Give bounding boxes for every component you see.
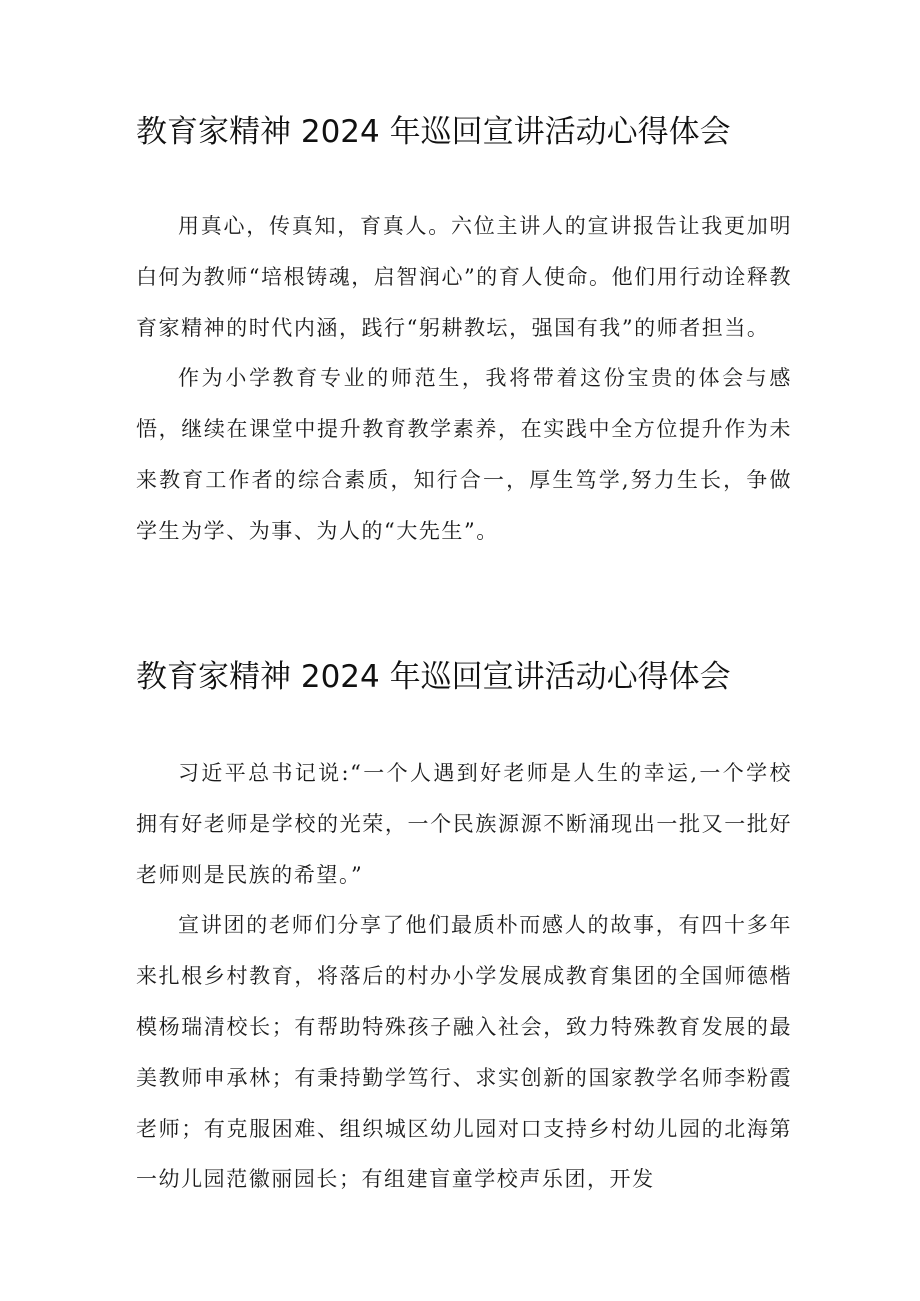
paragraph: 习近平总书记说:“一个人遇到好老师是人生的幸运,一个学校拥有好老师是学校的光荣，一个民族源源不断涌现出一批又一批好老师则是民族的希望。”	[136, 761, 792, 887]
paragraph: 宣讲团的老师们分享了他们最质朴而感人的故事，有四十多年来扎根乡村教育，将落后的村办小学发展成教育集团的全国师德楷模杨瑞清校长；有帮助特殊孩子融入社会，致力特殊教育发展的最美教师申承林；有秉持勤学笃行、求实创新的国家教学名师李粉霞老师；有克服困难、组织城区幼儿园对口支持乡村幼儿园的北海第一幼儿园范徽丽园长；有组建盲童学校声乐团，开发	[136, 913, 792, 1192]
section-title: 教育家精神 2024 年巡回宣讲活动心得体会	[136, 659, 731, 695]
section-title: 教育家精神 2024 年巡回宣讲活动心得体会	[136, 114, 731, 150]
paragraph: 作为小学教育专业的师范生，我将带着这份宝贵的体会与感悟，继续在课堂中提升教育教学素养，在实践中全方位提升作为未来教育工作者的综合素质，知行合一，厚生笃学,努力生长，争做学生为学、为事、为人的“大先生”。	[136, 366, 792, 543]
paragraph: 用真心，传真知，育真人。六位主讲人的宣讲报告让我更加明白何为教师“培根铸魂，启智润心”的育人使命。他们用行动诠释教育家精神的时代内涵，践行“躬耕教坛，强国有我”的师者担当。	[136, 214, 792, 340]
section-body	[136, 201, 792, 557]
section-body	[136, 748, 792, 1205]
